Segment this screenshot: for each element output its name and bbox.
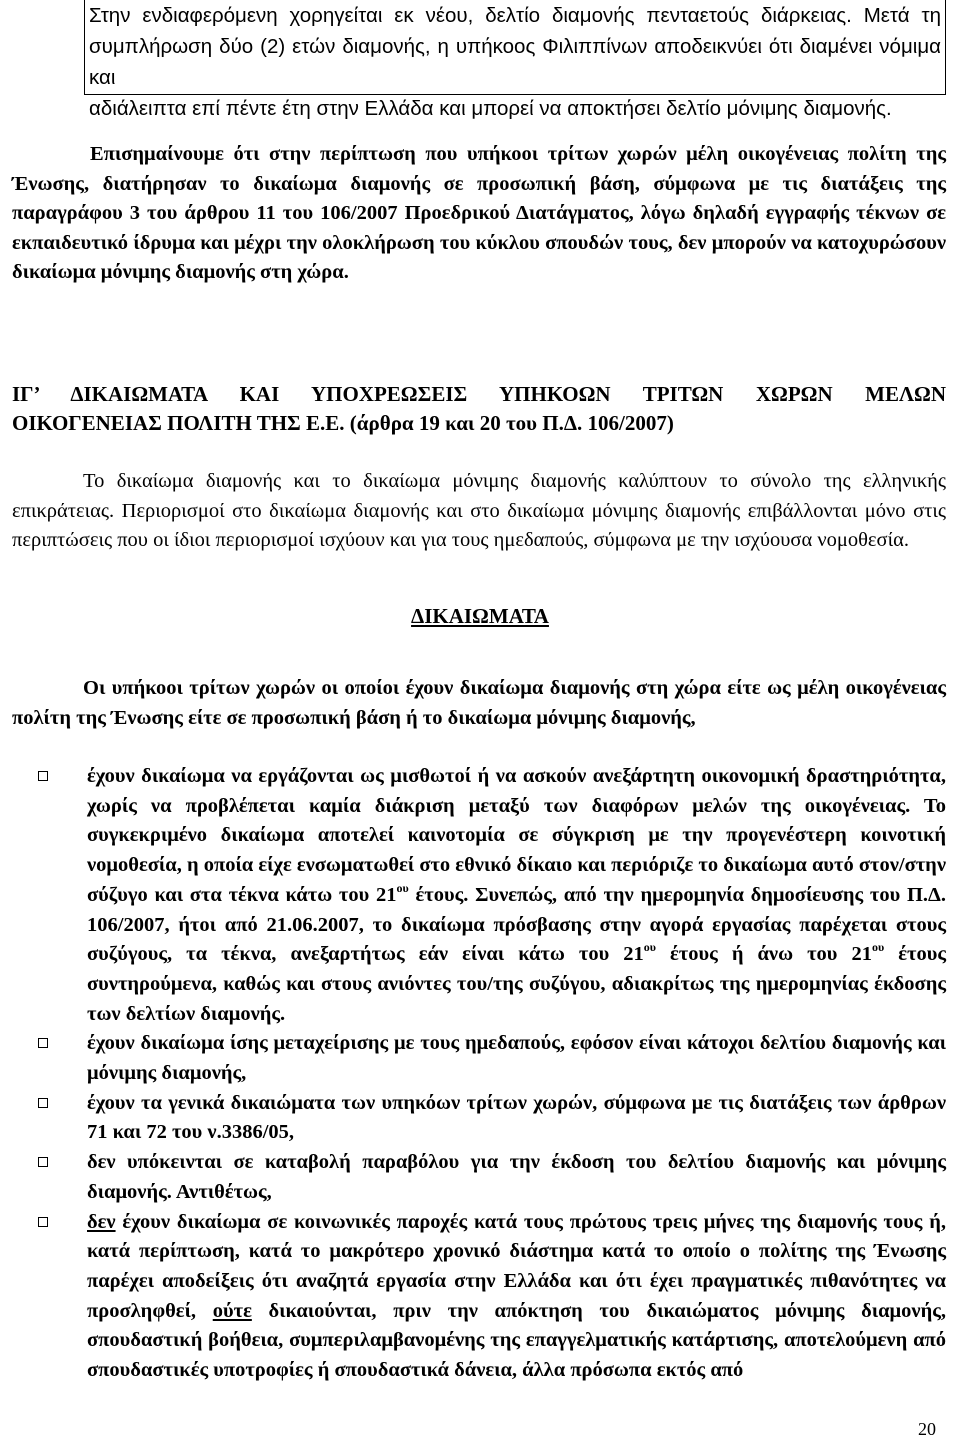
bullet-1-text-part-3: έτους ή άνω του 21 xyxy=(656,943,872,966)
list-item xyxy=(12,762,946,1029)
rights-intro-paragraph: Οι υπήκοοι τρίτων χωρών οι οποίοι έχουν δικαίωμα διαμονής στη χώρα είτε ως μέλη οικογένειας πολίτη της Ένωσης είτε σε προσωπική βάση ή το δικαίωμα μόνιμης διαμονής, xyxy=(12,677,946,729)
list-item xyxy=(12,1029,946,1088)
page-number: 20 xyxy=(918,1419,936,1439)
section-body xyxy=(12,467,946,556)
checkbox-bullet-icon xyxy=(38,771,48,781)
checkbox-bullet-icon xyxy=(38,1157,48,1167)
bullet-5-text-part-1: έχουν δικαίωμα σε κοινωνικές παροχές κατά τους πρώτους τρεις μήνες της διαμονής τους ή, κατά περίπτωση, κατά το μακρότερο χρονικό διάστημα κατά το οποίο ο πολίτης της Ένωσης παρέχει αποδείξεις ότι αναζητά εργασία στην Ελλάδα και ότι έχει πραγματικές πιθανότητες να προσληφθεί, xyxy=(87,1210,946,1322)
bullet-1-sup-2: ου xyxy=(643,940,656,955)
top-box-line-2: συμπλήρωση δύο (2) ετών διαμονής, η υπήκοος Φιλιππίνων αποδεικνύει ότι διαμένει νόμιμα και xyxy=(89,35,941,89)
intro-paragraph: Επισημαίνουμε ότι στην περίπτωση που υπήκοοι τρίτων χωρών μέλη οικογένειας πολίτη της Ένωσης, διατήρησαν το δικαίωμα διαμονής σε προσωπική βάση, σύμφωνα με τις διατάξεις της παραγράφου 3 του άρθρου 11 του 106/2007 Προεδρικού Διατάγματος, λόγω δηλαδή εγγραφής τέκνων σε εκπαιδευτικό ίδρυμα και μέχρι την ολοκλήρωση του κύκλου σπουδών τους, δεν μπορούν να κατοχυρώσουν δικαίωμα μόνιμης διαμονής στη χώρα. xyxy=(12,143,946,283)
rights-intro xyxy=(12,673,946,733)
bullet-4-text: δεν υπόκεινται σε καταβολή παραβόλου για την έκδοση του δελτίου διαμονής και μόνιμης διαμονής. Αντιθέτως, xyxy=(87,1151,946,1203)
bullet-1-text-part-1: έχουν δικαίωμα να εργάζονται ως μισθωτοί ή να ασκούν ανεξάρτητη οικονομική δραστηριότητα, χωρίς να προβλέπεται καμία διάκριση μεταξύ των διαφόρων μελών της οικογένειας. Το συγκεκριμένο δικαίωμα αποτελεί καινοτομία σε σύγκριση με την προγενέστερη κοινοτική νομοθεσία, η οποία είχε ενσωματωθεί στο εθνικό δίκαιο και περιόριζε το δικαίωμα αυτό στον/στην σύζυγο και στα τέκνα κάτω του 21 xyxy=(87,765,946,906)
intro-section xyxy=(12,140,946,288)
bullet-1-sup-3: ου xyxy=(871,940,885,955)
list-item xyxy=(12,1089,946,1148)
bullet-2-text: έχουν δικαίωμα ίσης μεταχείρισης με τους ημεδαπούς, εφόσον είναι κάτοχοι δελτίου διαμονής και μόνιμης διαμονής, xyxy=(87,1032,946,1085)
rights-heading: ΔΙΚΑΙΩΜΑΤΑ xyxy=(411,604,549,628)
bullet-5-underlined-2: ούτε xyxy=(212,1299,252,1322)
bullet-1-text-part-4: έτους συντηρούμενα, καθώς και στους ανιόντες του/της συζύγου, αδιακρίτως της ημερομηνίας έκδοσης των δελτίων διαμονής. xyxy=(87,943,946,1025)
section-title xyxy=(12,380,946,438)
bullet-5-text-part-2: δικαιούνται, πριν την απόκτηση του δικαιώματος μόνιμης διαμονής, σπουδαστική βοήθεια, συμπεριλαμβανομένης της επαγγελματικής κατάρτισης, αποτελούμενη από σπουδαστικές υποτροφίες ή σπουδαστικά δάνεια, άλλα πρόσωπα εκτός από xyxy=(87,1299,946,1382)
checkbox-bullet-icon xyxy=(38,1098,48,1108)
top-box-line-3: αδιάλειπτα επί πέντε έτη στην Ελλάδα και μπορεί να αποκτήσει δελτίο μόνιμης διαμονής. xyxy=(89,97,892,120)
bullet-1-text-part-2: έτους. Συνεπώς, από την ημερομηνία δημοσίευσης του Π.Δ. 106/2007, ήτοι από 21.06.2007, το δικαίωμα πρόσβασης στην αγορά εργασίας παρέχεται στους συζύγους, τα τέκνα, ανεξαρτήτως εάν είναι κάτω του 21 xyxy=(87,883,947,966)
list-item xyxy=(12,1208,946,1386)
bullet-5-underlined-1: δεν xyxy=(87,1210,116,1233)
top-bordered-paragraph xyxy=(84,0,946,120)
section-body-paragraph: Το δικαίωμα διαμονής και το δικαίωμα μόνιμης διαμονής καλύπτουν το σύνολο της ελληνικής επικράτειας. Περιορισμοί στο δικαίωμα διαμονής και στο δικαίωμα μόνιμης διαμονής επιβάλλονται μόνο στις περιπτώσεις που οι ίδιοι περιορισμοί ισχύουν και για τους ημεδαπούς, σύμφωνα με την ισχύουσα νομοθεσία. xyxy=(12,470,946,552)
checkbox-bullet-icon xyxy=(38,1217,48,1227)
list-item xyxy=(12,1148,946,1207)
section-title-line-2: ΟΙΚΟΓΕΝΕΙΑΣ ΠΟΛΙΤΗ ΤΗΣ Ε.Ε. (άρθρα 19 και 20 του Π.Δ. 106/2007) xyxy=(12,411,674,435)
bullet-1-sup-1: ου xyxy=(396,880,409,895)
rights-bullet-list xyxy=(12,762,946,1386)
checkbox-bullet-icon xyxy=(38,1038,48,1048)
section-title-line-1: ΙΓ’ ΔΙΚΑΙΩΜΑΤΑ ΚΑΙ ΥΠΟΧΡΕΩΣΕΙΣ ΥΠΗΚΟΩΝ ΤΡΙΤΩΝ ΧΩΡΩΝ ΜΕΛΩΝ xyxy=(12,382,946,406)
top-box-line-1: Στην ενδιαφερόμενη χορηγείται εκ νέου, δελτίο διαμονής πενταετούς διάρκειας. Μετά τη xyxy=(89,4,941,27)
bullet-3-text: έχουν τα γενικά δικαιώματα των υπηκόων τρίτων χωρών, σύμφωνα με τις διατάξεις των άρθρων 71 και 72 του ν.3386/05, xyxy=(87,1091,946,1144)
